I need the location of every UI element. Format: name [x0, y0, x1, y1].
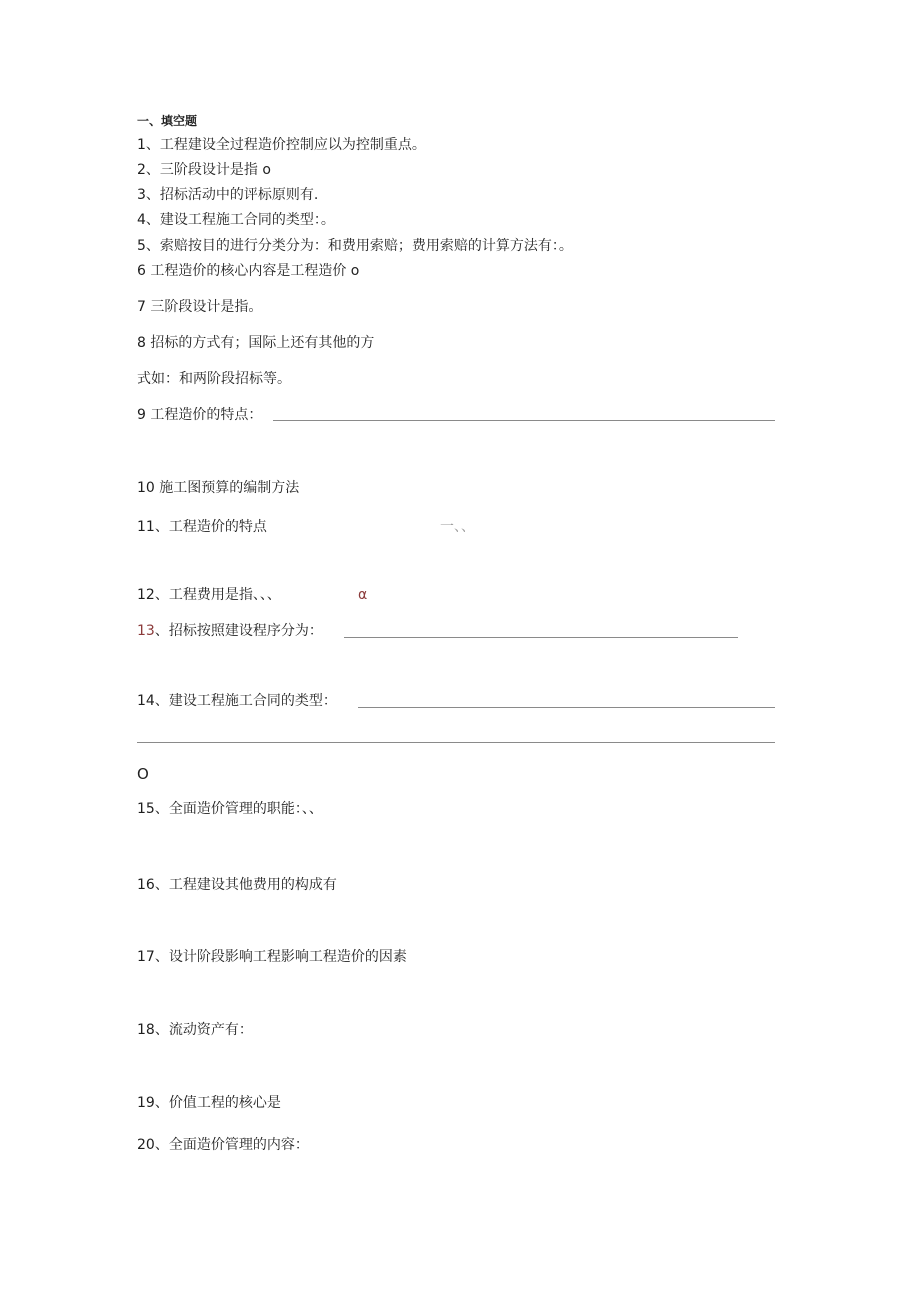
question-14: 14、建设工程施工合同的类型：: [137, 693, 337, 709]
question-13-number: 13: [137, 623, 155, 639]
question-11-suffix: 一、、: [440, 519, 475, 535]
question-12-suffix: α: [358, 587, 368, 603]
question-15: 15、全面造价管理的职能：、、: [137, 801, 323, 817]
question-4: 4、建设工程施工合同的类型：。: [137, 212, 335, 228]
answer-blank-13: [344, 637, 738, 638]
answer-blank-14b: [137, 742, 775, 743]
question-7: 7 三阶段设计是指。: [137, 299, 263, 315]
question-20: 20、全面造价管理的内容：: [137, 1137, 309, 1153]
question-17: 17、设计阶段影响工程影响工程造价的因素: [137, 949, 407, 965]
answer-blank-9: [273, 420, 775, 421]
question-13-text: 、招标按照建设程序分为：: [154, 623, 323, 639]
question-11: 11、工程造价的特点: [137, 519, 267, 535]
question-5: 5、索赔按目的进行分类分为：和费用索赔；费用索赔的计算方法有：。: [137, 238, 573, 254]
question-8-part1: 8 招标的方式有；国际上还有其他的方: [137, 335, 375, 351]
question-12: 12、工程费用是指、、、: [137, 587, 281, 603]
question-18: 18、流动资产有：: [137, 1022, 253, 1038]
question-3: 3、招标活动中的评标原则有.: [137, 187, 319, 203]
section-title: 一、填空题: [137, 114, 198, 128]
question-9: 9 工程造价的特点：: [137, 407, 263, 423]
question-1: 1、工程建设全过程造价控制应以为控制重点。: [137, 137, 426, 153]
question-10: 10 施工图预算的编制方法: [137, 480, 300, 496]
question-14-end: O: [137, 765, 149, 783]
question-19: 19、价值工程的核心是: [137, 1095, 281, 1111]
question-8-part2: 式如：和两阶段招标等。: [137, 371, 291, 387]
question-6: 6 工程造价的核心内容是工程造价 o: [137, 263, 360, 279]
question-13: [137, 622, 323, 640]
answer-blank-14a: [358, 707, 775, 708]
question-16: 16、工程建设其他费用的构成有: [137, 877, 337, 893]
question-2: 2、三阶段设计是指 o: [137, 162, 271, 178]
